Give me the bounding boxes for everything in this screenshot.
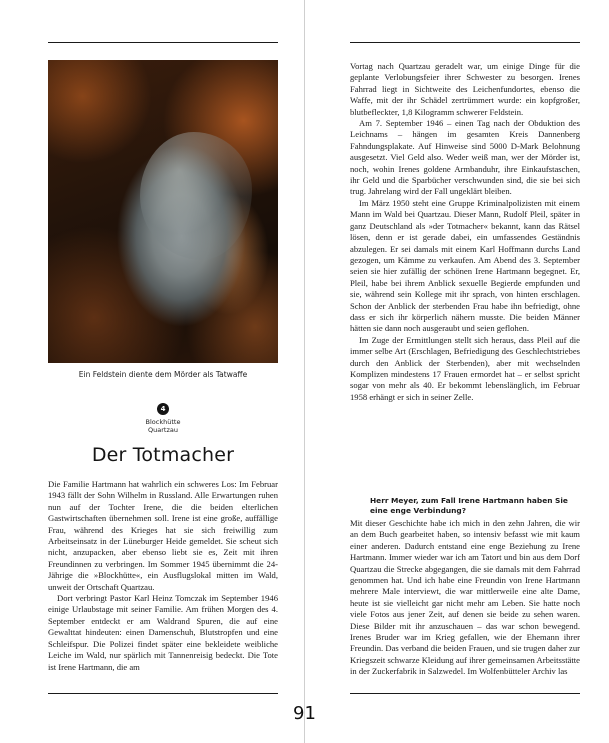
interview-question-line1: Herr Meyer, zum Fall Irene Hartmann haben Sie (370, 496, 568, 505)
body-paragraph: Im Zuge der Ermittlungen stellt sich heraus, dass Pleil auf die immer selbe Art (Erschlagen, Befriedigung des Geschlechtstriebes durch den Anblick der Sterbenden), aber mit wechselnden Komplizen mindestens 17 Frauen ermordet hat – er selbst spricht sogar von mehr als 40. Er bekommt lebenslänglich, im Februar 1958 erhängt er sich in seiner Zelle. (350, 334, 580, 402)
left-bottom-rule (48, 693, 278, 694)
right-top-rule (350, 42, 580, 43)
right-bottom-rule (350, 693, 580, 694)
photo-caption: Ein Feldstein diente dem Mörder als Tatwaffe (78, 370, 248, 379)
chapter-title: Der Totmacher (91, 444, 235, 466)
body-paragraph: Dort verbringt Pastor Karl Heinz Tomczak im September 1946 einige Urlaubstage mit seiner Familie. Am frühen Morgen des 4. September entdeckt er am Waldrand Spuren, die auf eine Gewalttat hindeuten: einen Damenschuh, Blutstropfen und eine Schleifspur. Die Polizei findet später eine bekleidete weibliche Leiche im Wald, nur spärlich mit Tannenreisig bedeckt. Die Tote ist Irene Hartmann, die am (48, 593, 278, 672)
body-paragraph: Die Familie Hartmann hat wahrlich ein schweres Los: Im Februar 1943 fällt der Sohn Wilhelm in Russland. Alle Erwartungen ruhen nun auf der Tochter Irene, die die beiden elterlichen Gastwirtschaften übernehmen soll. Irene ist eine große, auffällige Frau, während des Krieges hat sie sich freiwillig zum Arbeitseinsatz in der Lüneburger Heide gemeldet. Sie scheut sich nicht, anzupacken, aber ebenso liebt sie es, Zeit mit ihren Freundinnen zu verbringen. Im Sommer 1945 übernimmt die 24-Jährige die »Blockhütte«, ein Ausflugslokal mitten im Wald, unweit der Ortschaft Quartzau. (48, 479, 278, 592)
location-marker-label-line1: Blockhütte (145, 418, 181, 426)
body-paragraph: Im März 1950 steht eine Gruppe Kriminalpolizisten mit einem Mann im Wald bei Quartzau. Dieser Mann, Rudolf Pleil, später in ganz Deutschland als »der Totmacher« bekannt, kann das Rätsel lösen, denn er ist gerade dabei, ein umfassendes Geständnis abzulegen. Er sei damals mit einem Karl Hoffmann durchs Land gezogen, um Kämme zu verkaufen. Am Abend des 3. September seien sie hier zufällig der schönen Irene Hartmann begegnet. Er, Pleil, habe bei ihrem Anblick sexuelle Begierde empfunden und sie, während sein Kollege mit ihr sprach, von hinten erschlagen. Schon der Anblick der sterbenden Frau habe ihn befriedigt, ohne dass er sich ihr körperlich nähern musste. Die beiden Männer hätten sie dann noch ausgeraubt und seien geflohen. (350, 197, 580, 334)
page-number: 91 (293, 703, 316, 724)
interview-question (350, 496, 580, 516)
body-paragraph: Am 7. September 1946 – einen Tag nach der Obduktion des Leichnams – hängen im gesamten Kreis Dannenberg Fahndungsplakate. Auf Hinweise sind 5000 D-Mark Belohnung ausgesetzt. Viel Geld also. Weder weiß man, wer der Mörder ist, noch, wohin Irenes goldene Armbanduhr, ihre Einkaufstaschen, ihr Geld und die Sparbücher verschwunden sind, die sie bei sich trug. Jahrelang wird der Fall ungeklärt bleiben. (350, 118, 580, 197)
stone-photo (48, 60, 278, 363)
right-column-text (350, 61, 580, 403)
stone-highlight (140, 132, 252, 260)
location-marker-number: 4 (157, 403, 169, 415)
location-marker-label-line2: Quartzau (148, 426, 178, 434)
interview-answer: Mit dieser Geschichte habe ich mich in den zehn Jahren, die wir an dem Buch gearbeitet haben, so intensiv befasst wie mit kaum einer anderen. Dadurch entstand eine enge Beziehung zu Irene Hartmann. Immer wieder war ich am Tatort und bin aus dem Dorf Quartzau die Strecke abgegangen, die sie damals mit dem Fahrrad genommen hat. Und ich habe eine Freundin von Irene Hartmann mehrere Male interviewt, die war mittlerweile eine alte Dame, heute ist sie vielleicht gar nicht mehr am Leben. Sie hatte noch viele Fotos aus jener Zeit, auf denen sie beide zu sehen waren. Diese Bilder mit ihr anzuschauen – das war schon bewegend. Irenes Bruder war im Krieg gefallen, wie der Ehemann ihrer Freundin. Das verband die beiden Frauen, und sie trugen daher zur Kriegszeit schwarze Kleidung auf ihrer gemeinsamen Arbeitsstätte in der Zuckerfabrik in Salzwedel. Im Wolfenbütteler Archiv las (350, 518, 580, 677)
left-column-text (48, 479, 278, 673)
left-top-rule (48, 42, 278, 43)
interview-section (350, 496, 580, 678)
page-gutter-divider (304, 0, 305, 743)
body-paragraph: Vortag nach Quartzau geradelt war, um einige Dinge für die geplante Verlobungsfeier ihrer Schwester zu besorgen. Irenes Fahrrad liegt in Sichtweite des Leichenfundortes, ebenso die Waffe, mit der ihr Schädel zertrümmert wurde: ein kopfgroßer, blutbefleckter, 1,8 Kilogramm schwerer Feldstein. (350, 61, 580, 117)
interview-question-line2: eine enge Verbindung? (370, 506, 466, 515)
location-marker-label (128, 418, 198, 434)
